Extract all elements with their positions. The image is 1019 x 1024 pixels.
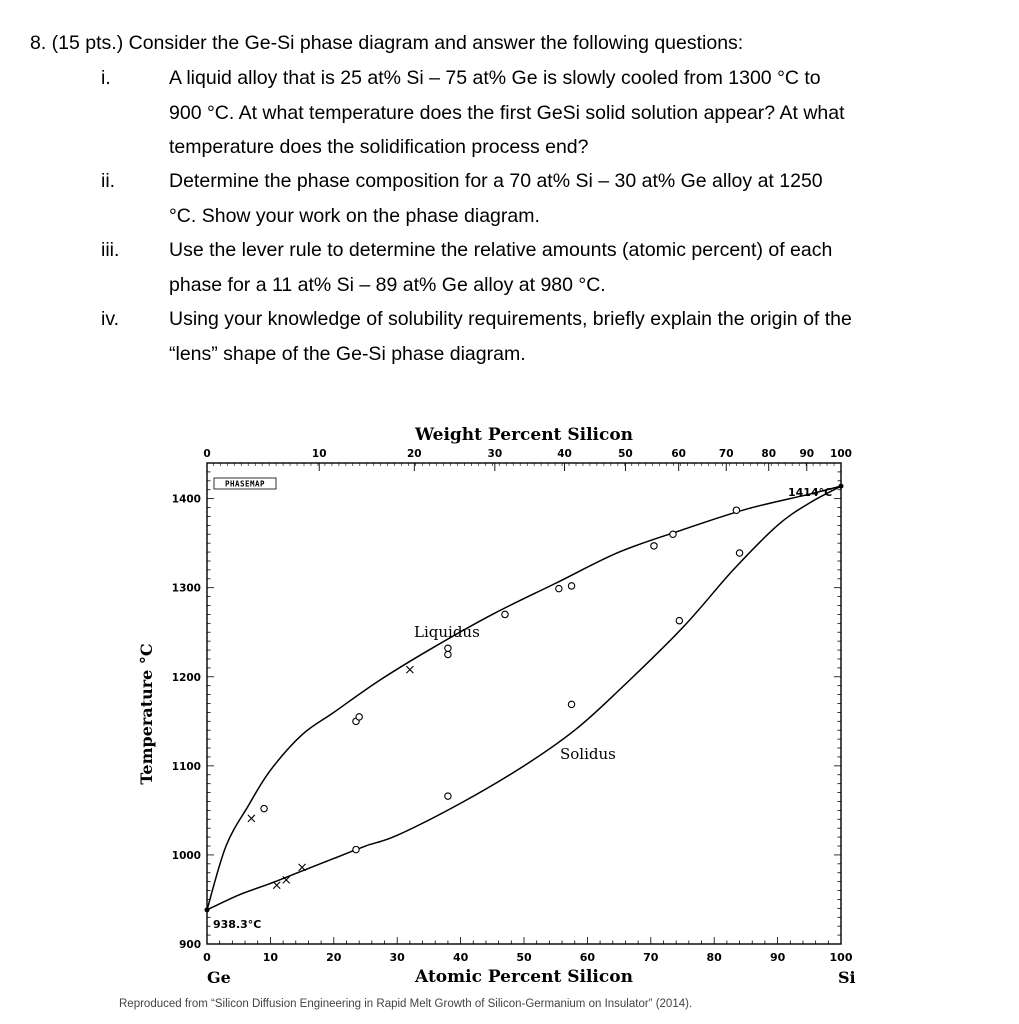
cross-marker [248,815,255,822]
cross-marker [406,666,413,673]
text-line: °C. Show your work on the phase diagram. [169,204,540,227]
x-tick-label: 100 [829,951,853,964]
liquidus-label: Liquidus [414,623,480,641]
text-line: A liquid alloy that is 25 at% Si – 75 at% Ge is slowly cooled from 1300 °C to [169,67,821,89]
top-tick-label: 0 [203,448,211,460]
y-axis-label: Temperature °C [137,643,156,785]
item-number-ii: ii. [101,170,116,192]
x-tick-label: 20 [326,951,342,964]
solidus-curve [207,486,841,910]
x-tick-label: 0 [203,951,211,964]
top-tick-label: 70 [718,448,734,460]
text-line: phase for a 11 at% Si – 89 at% Ge alloy at 980 °C. [169,273,606,296]
item-number-iii: iii. [101,239,120,261]
circle-marker [356,714,362,720]
circle-marker [736,550,742,556]
text-line: 900 °C. At what temperature does the first GeSi solid solution appear? At what [169,101,845,124]
top-tick-label: 100 [830,448,852,460]
x-tick-label: 30 [389,951,405,964]
y-tick-label: 1300 [171,582,201,595]
phasemap-logo-text: PHASEMAP [224,479,266,489]
text-line: temperature does the solidification process end? [169,136,589,158]
text-line: Determine the phase composition for a 70 at% Si – 30 at% Ge alloy at 1250 [169,170,823,192]
ge-melting-point [205,907,210,912]
item-number-iv: iv. [101,308,120,330]
top-tick-label: 40 [557,448,572,460]
top-tick-label: 90 [799,448,815,460]
text-line: Using your knowledge of solubility requirements, briefly explain the origin of the [169,308,852,330]
x-tick-label: 80 [706,951,722,964]
item-number-i: i. [101,67,111,89]
figure-caption: Reproduced from “Silicon Diffusion Engineering in Rapid Melt Growth of Silicon-Germanium on Insulator” (2014). [119,998,693,1010]
data-markers [248,507,743,889]
ge-melting-point-label: 938.3°C [213,918,262,931]
circle-marker [568,701,574,707]
x-tick-label: 70 [643,951,659,964]
si-label: Si [838,968,856,987]
axis-ticks [172,448,853,964]
circle-marker [445,645,451,651]
cross-marker [273,882,280,889]
plot-frame [207,463,841,944]
y-tick-label: 1000 [171,849,201,862]
circle-marker [670,531,676,537]
cross-marker [299,864,306,871]
circle-marker [651,543,657,549]
circle-marker [556,585,562,591]
x-tick-label: 40 [452,951,469,964]
solidus-label: Solidus [560,745,616,763]
top-tick-label: 10 [311,448,327,460]
y-tick-label: 1200 [171,671,201,684]
text-line: “lens” shape of the Ge-Si phase diagram. [169,342,526,365]
circle-marker [676,617,682,623]
x-axis-label: Atomic Percent Silicon [415,967,633,987]
question-header: 8. (15 pts.) Consider the Ge-Si phase diagram and answer the following questions: [30,32,744,54]
x-tick-label: 90 [769,951,786,964]
x-tick-label: 10 [262,951,279,964]
circle-marker [261,805,267,811]
circle-marker [445,651,451,657]
circle-marker [568,583,574,589]
circle-marker [445,793,451,799]
y-tick-label: 900 [179,939,201,951]
circle-marker [353,846,359,852]
si-melting-point-label: 1414°C [788,486,833,499]
x-tick-label: 50 [516,951,532,964]
chart-title: Weight Percent Silicon [414,425,634,445]
top-tick-label: 30 [487,448,503,460]
circle-marker [733,507,739,513]
ge-label: Ge [207,968,231,987]
liquidus-curve [207,486,841,910]
y-tick-label: 1100 [171,760,201,773]
top-tick-label: 60 [671,448,687,460]
phasemap-logo [214,478,276,489]
x-tick-label: 60 [579,951,596,964]
si-melting-point [839,484,844,489]
y-tick-label: 1400 [171,493,201,506]
text-line: Use the lever rule to determine the relative amounts (atomic percent) of each [169,239,833,261]
top-tick-label: 20 [407,448,422,460]
circle-marker [502,611,508,617]
top-tick-label: 50 [618,448,633,460]
top-tick-label: 80 [761,448,777,460]
phase-curves [205,484,844,913]
